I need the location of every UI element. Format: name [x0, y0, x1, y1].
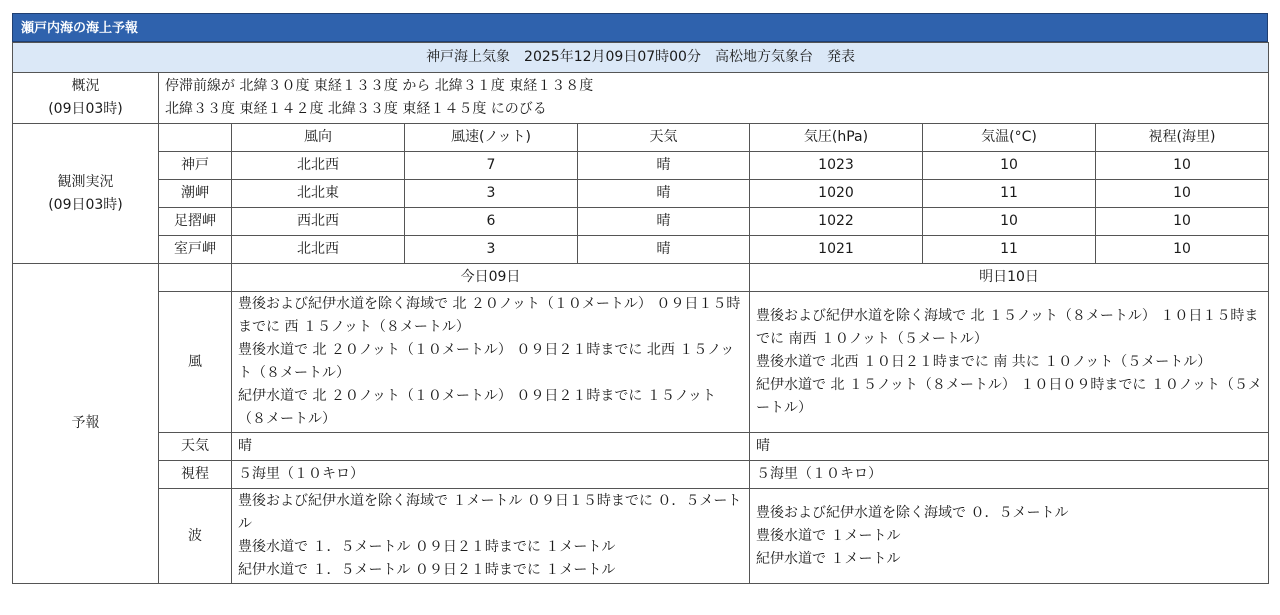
visibility-label: 視程 — [159, 461, 232, 489]
weather: 晴 — [578, 208, 750, 236]
wind-forecast-row — [13, 292, 1269, 433]
wind-speed: 3 — [405, 236, 578, 264]
temperature: 10 — [923, 152, 1096, 180]
wind-direction: 北北西 — [232, 152, 405, 180]
wind-tomorrow — [750, 292, 1269, 433]
wave-today-line: 紀伊水道で １．５メートル ０９日２１時までに １メートル — [238, 562, 616, 578]
station-name: 潮岬 — [159, 180, 232, 208]
overview-label: 概況 — [71, 78, 100, 94]
temperature: 11 — [923, 180, 1096, 208]
weather: 晴 — [578, 236, 750, 264]
wave-today-line: 豊後および紀伊水道を除く海域で １メートル ０９日１５時までに ０．５メートル — [238, 493, 742, 532]
overview-row — [13, 73, 1269, 124]
visibility-forecast-row — [13, 461, 1269, 489]
wind-today-line: 豊後水道で 北 ２０ノット（１０メートル） ０９日２１時までに 北西 １５ノット（８メートル） — [238, 342, 735, 381]
column-header: 視程(海里) — [1096, 124, 1269, 152]
wind-direction: 北北東 — [232, 180, 405, 208]
tomorrow-header: 明日10日 — [750, 264, 1269, 292]
forecast-panel — [12, 13, 1268, 584]
wave-forecast-row — [13, 489, 1269, 584]
wind-today-line: 紀伊水道で 北 ２０ノット（１０メートル） ０９日２１時までに １５ノット（８メートル） — [238, 388, 716, 427]
observation-label: 観測実況 — [57, 173, 114, 190]
pressure: 1023 — [750, 152, 923, 180]
wind-direction: 西北西 — [232, 208, 405, 236]
table-row — [13, 152, 1269, 180]
column-header: 天気 — [578, 124, 750, 152]
overview-line: 停滞前線が 北緯３０度 東経１３３度 から 北緯３１度 東経１３８度 — [165, 78, 594, 94]
forecast-label: 予報 — [13, 264, 159, 584]
overview-line: 北緯３３度 東経１４２度 北緯３３度 東経１４５度 にのびる — [165, 101, 547, 117]
issued-line: 神戸海上気象 2025年12月09日07時00分 高松地方気象台 発表 — [13, 43, 1269, 73]
wind-today — [232, 292, 750, 433]
station-name: 神戸 — [159, 152, 232, 180]
table-row — [13, 180, 1269, 208]
wind-today-line: 豊後および紀伊水道を除く海域で 北 ２０ノット（１０メートル） ０９日１５時までに 西 １５ノット（８メートル） — [238, 296, 741, 335]
column-header: 風向 — [232, 124, 405, 152]
weather-today: 晴 — [232, 433, 750, 461]
observation-time: (09日03時) — [48, 196, 123, 213]
wind-direction: 北北西 — [232, 236, 405, 264]
visibility: 10 — [1096, 208, 1269, 236]
overview-time: (09日03時) — [48, 101, 123, 117]
pressure: 1022 — [750, 208, 923, 236]
visibility: 10 — [1096, 180, 1269, 208]
wave-label: 波 — [159, 489, 232, 584]
station-name: 室戸岬 — [159, 236, 232, 264]
wind-tomorrow-line: 豊後および紀伊水道を除く海域で 北 １５ノット（８メートル） １０日１５時までに 南西 １０ノット（５メートル） — [756, 307, 1259, 347]
weather: 晴 — [578, 152, 750, 180]
temperature: 10 — [923, 208, 1096, 236]
today-header: 今日09日 — [232, 264, 750, 292]
column-header: 風速(ノット) — [405, 124, 578, 152]
wave-tomorrow-line: 豊後および紀伊水道を除く海域で ０．５メートル — [756, 504, 1069, 521]
observation-label-cell — [13, 124, 159, 264]
overview-label-cell — [13, 73, 159, 124]
pressure: 1021 — [750, 236, 923, 264]
wave-today — [232, 489, 750, 584]
wind-speed: 6 — [405, 208, 578, 236]
table-row — [13, 208, 1269, 236]
weather-forecast-row — [13, 433, 1269, 461]
column-header: 気温(°C) — [923, 124, 1096, 152]
forecast-table — [12, 42, 1269, 584]
weather-tomorrow: 晴 — [750, 433, 1269, 461]
wave-tomorrow-line: 紀伊水道で １メートル — [756, 550, 901, 567]
wave-tomorrow — [750, 489, 1269, 584]
visibility-today: ５海里（１０キロ） — [232, 461, 750, 489]
overview-text — [159, 73, 1269, 124]
pressure: 1020 — [750, 180, 923, 208]
wind-speed: 7 — [405, 152, 578, 180]
visibility: 10 — [1096, 236, 1269, 264]
column-header: 気圧(hPa) — [750, 124, 923, 152]
wind-tomorrow-line: 豊後水道で 北西 １０日２１時までに 南 共に １０ノット（５メートル） — [756, 353, 1212, 370]
panel-title: 瀬戸内海の海上予報 — [12, 13, 1268, 42]
table-row — [13, 236, 1269, 264]
observation-header-row — [13, 124, 1269, 152]
visibility-tomorrow: ５海里（１０キロ） — [750, 461, 1269, 489]
wind-tomorrow-line: 紀伊水道で 北 １５ノット（８メートル） １０日０９時までに １０ノット（５メートル） — [756, 376, 1262, 416]
station-name: 足摺岬 — [159, 208, 232, 236]
visibility: 10 — [1096, 152, 1269, 180]
weather: 晴 — [578, 180, 750, 208]
wind-label: 風 — [159, 292, 232, 433]
temperature: 11 — [923, 236, 1096, 264]
wave-today-line: 豊後水道で １．５メートル ０９日２１時までに １メートル — [238, 539, 616, 555]
wind-speed: 3 — [405, 180, 578, 208]
forecast-header-row — [13, 264, 1269, 292]
weather-label: 天気 — [159, 433, 232, 461]
wave-tomorrow-line: 豊後水道で １メートル — [756, 527, 901, 544]
